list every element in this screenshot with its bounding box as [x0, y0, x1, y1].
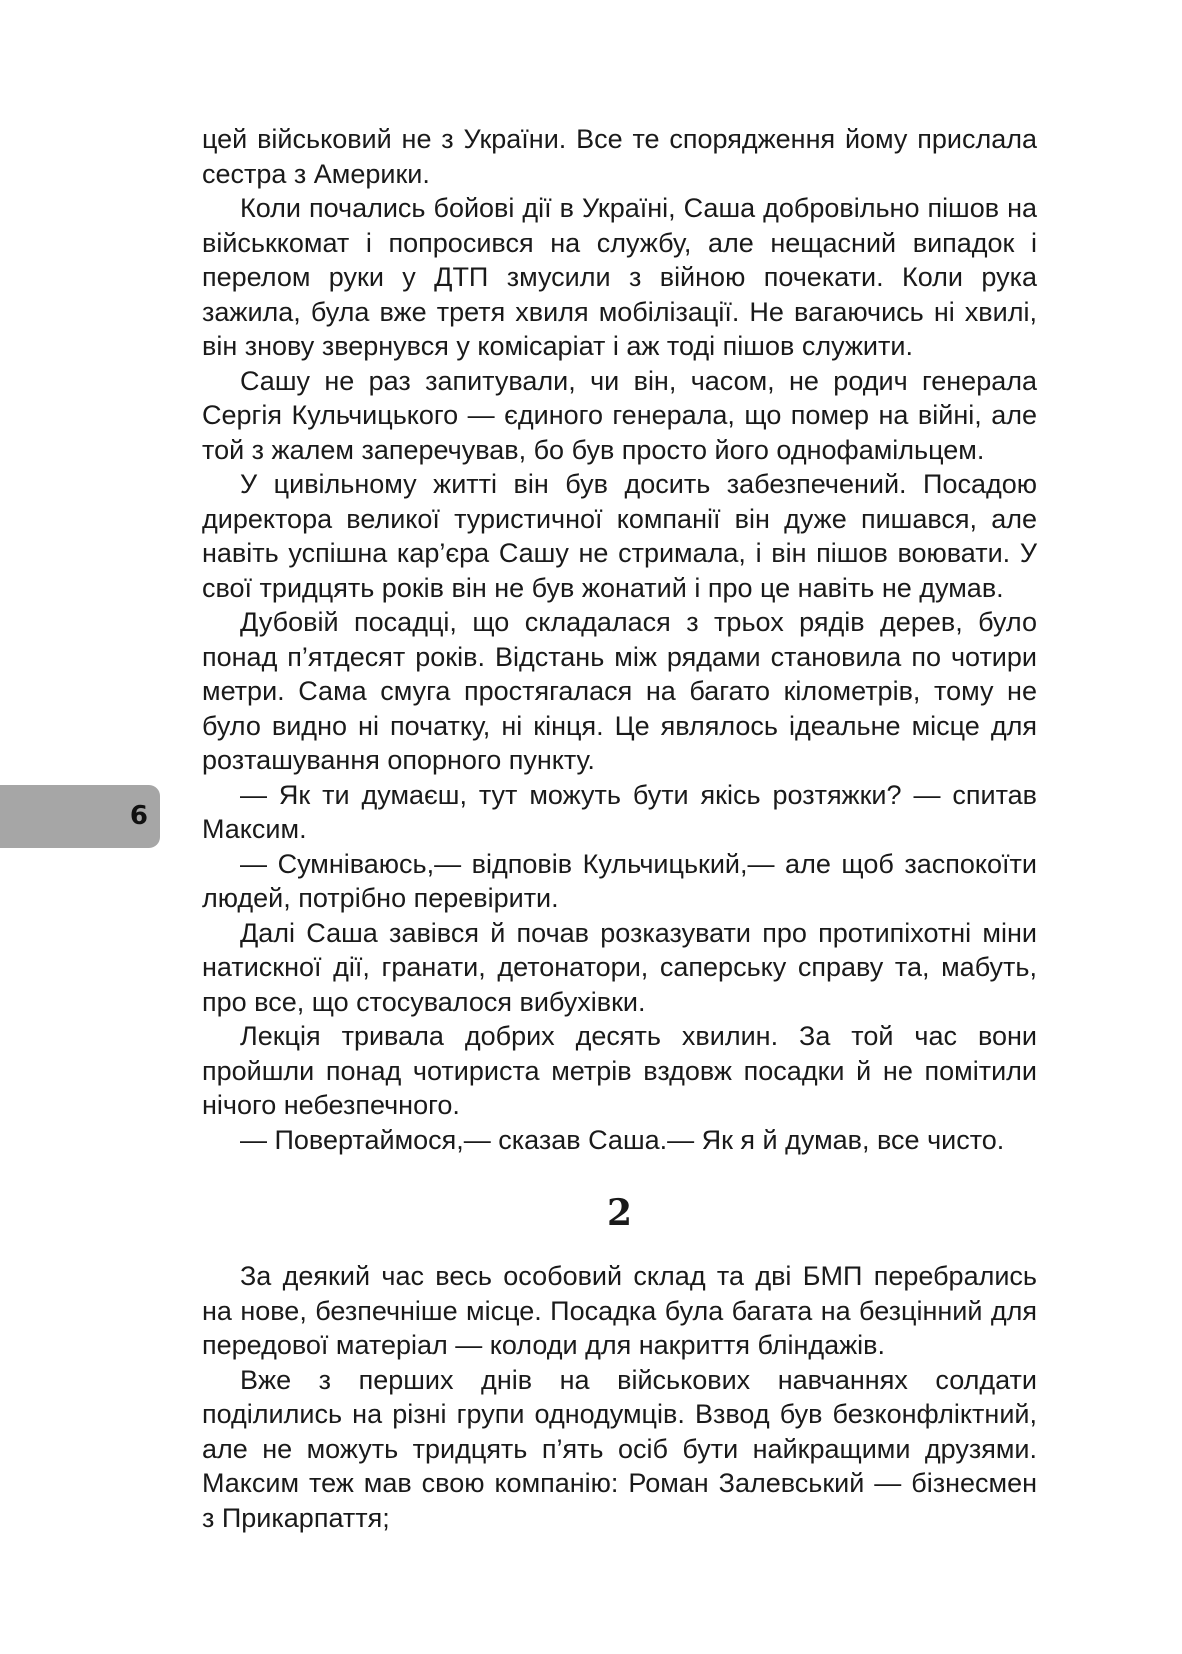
- paragraph: Далі Саша завівся й почав розказувати про протипіхотні міни натискної дії, гранати, детонатори, саперську справу та, мабуть, про все, що стосувалося вибухівки.: [202, 917, 1037, 1017]
- page-number-tab: [0, 785, 160, 848]
- paragraph: цей військовий не з України. Все те спорядження йому прислала сестра з Америки.: [202, 124, 1037, 189]
- page-number: 6: [129, 801, 148, 831]
- paragraph: Лекція тривала добрих десять хвилин. За той час вони пройшли понад чотириста метрів вздовж посадки й не помітили нічого небезпечного.: [202, 1021, 1037, 1120]
- dialogue-paragraph: — Як ти думаєш, тут можуть бути якісь розтяжки? — спитав Максим.: [202, 779, 1037, 844]
- dialogue-paragraph: — Повертаймося,— сказав Саша.— Як я й думав, все чисто.: [240, 1124, 1005, 1155]
- paragraph: Вже з перших днів на військових навчаннях солдати поділились на різні групи однодумців. Взвод був безконфліктний, але не можуть тридцять п’ять осіб бути найкращими друзями. Максим теж мав свою компанію: Роман Залевський — бізнесмен з Прикарпаття;: [202, 1364, 1037, 1533]
- page-body: [202, 122, 1037, 1535]
- chapter-number: 2: [606, 1192, 633, 1234]
- paragraph: У цивільному житті він був досить забезпечений. Посадою директора великої туристичної компанії він дуже пишався, але навіть успішна кар’єра Сашу не стримала, і він пішов воювати. У свої тридцять років він не був жонатий і про це навіть не думав.: [202, 469, 1037, 603]
- paragraph: Дубовій посадці, що складалася з трьох рядів дерев, було понад п’ятдесят років. Відстань між рядами становила по чотири метри. Сама смуга простягалася на багато кілометрів, тому не було видно ні початку, ні кінця. Це являлось ідеальне місце для розташування опорного пункту.: [202, 607, 1037, 775]
- paragraph: Сашу не раз запитували, чи він, часом, не родич генерала Сергія Кульчицького — єдиного генерала, що помер на війні, але той з жалем заперечував, бо був просто його однофамільцем.: [202, 365, 1037, 465]
- paragraph: Коли почались бойові дії в Україні, Саша добровільно пішов на військкомат і попросився на службу, але нещасний випадок і перелом руки у ДТП змусили з війною почекати. Коли рука зажила, була вже третя хвиля мобілізації. Не вагаючись ні хвилі, він знову звернувся у комісаріат і аж тоді пішов служити.: [202, 193, 1037, 361]
- dialogue-paragraph: — Сумніваюсь,— відповів Кульчицький,— але щоб заспокоїти людей, потрібно перевірити.: [202, 848, 1037, 913]
- paragraph: За деякий час весь особовий склад та дві БМП перебрались на нове, безпечніше місце. Посадка була багата на безцінний для передової матеріал — колоди для накриття бліндажів.: [202, 1261, 1037, 1360]
